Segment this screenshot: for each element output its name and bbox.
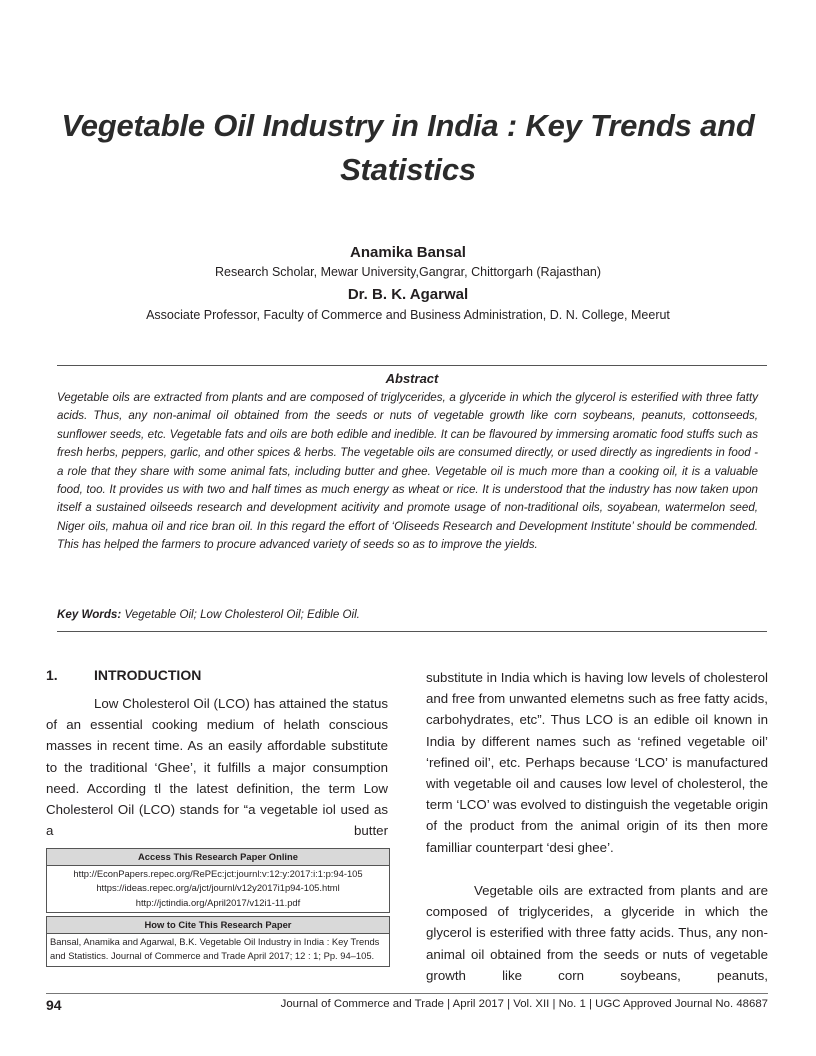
section-title: INTRODUCTION (94, 667, 202, 683)
intro-paragraph-1: Low Cholesterol Oil (LCO) has attained the status of an essential cooking medium of helath conscious masses in recent time. As an easily affordable substitute to the traditional ‘Ghee’, it fulfills a major consumption need. According tl the latest definition, the term Low Cholesterol Oil (LCO) stands for “a vegetable iol used as a butter (46, 696, 388, 839)
journal-info: Journal of Commerce and Trade | April 2017 | Vol. XII | No. 1 | UGC Approved Journal No. 48687 (280, 998, 768, 1010)
cite-box-heading: How to Cite This Research Paper (47, 917, 389, 934)
keywords (57, 606, 758, 624)
abstract-bottom-rule (57, 631, 767, 632)
access-link-jctindia-pdf[interactable]: http://jctindia.org/April2017/v12i1-11.pdf (135, 896, 301, 908)
footer-rule (46, 993, 768, 994)
author-name-1: Anamika Bansal (350, 244, 466, 261)
access-link-econpapers[interactable]: http://EconPapers.repec.org/RePEc:jct:journl:v:12:y:2017:i:1:p:94-105 (73, 868, 363, 880)
access-box-heading: Access This Research Paper Online (47, 849, 389, 866)
keywords-label: Key Words: (57, 608, 122, 621)
abstract-heading: Abstract (385, 371, 439, 386)
author-name-2: Dr. B. K. Agarwal (347, 286, 469, 303)
cite-box (46, 916, 390, 967)
intro-paragraph-col1 (46, 693, 388, 841)
access-box (46, 848, 390, 913)
paper-title: Vegetable Oil Industry in India : Key Trends and Statistics (61, 108, 755, 187)
cite-box-text: Bansal, Anamika and Agarwal, B.K. Vegetable Oil Industry in India : Key Trends and Statistics. Journal of Commerce and Trade April 2017; 12 : 1; Pp. 94–105. (50, 936, 380, 962)
access-link-ideas-repec[interactable]: https://ideas.repec.org/a/jct/journl/v12y2017i1p94-105.html (96, 882, 340, 894)
abstract-top-rule (57, 365, 767, 366)
access-box-links (47, 866, 389, 912)
intro-paragraph-3: Vegetable oils are extracted from plants and are composed of triglycerides, a glyceride in which the glycerol is esterified with three fatty acids. Thus, any non-animal oil obtained from the seeds or nuts of vegetable growth like corn soybeans, peanuts, (426, 883, 768, 983)
section-number: 1. (46, 667, 58, 683)
keywords-list: Vegetable Oil; Low Cholesterol Oil; Edible Oil. (124, 608, 360, 621)
intro-col2-lower (426, 880, 768, 986)
page-number: 94 (46, 997, 62, 1013)
intro-paragraph-2: substitute in India which is having low levels of cholesterol and free from unwanted elemetns such as free fatty acids, carbohydrates, etc”. Thus LCO is an edible oil known in India by different names such as ‘refined vegetable oil’ ‘refined oil’, etc. Perhaps because ‘LCO’ is manufactured with vegetable oil and causes low level of cholesterol, the term ‘LCO’ was evolved to distinguish the vegetable origin of the product from the animal origin of its then more familliar counterpart ‘desi ghee’. (426, 670, 768, 855)
author-affiliation-2: Associate Professor, Faculty of Commerce and Business Administration, D. N. College, Meerut (146, 308, 670, 322)
intro-col2 (426, 667, 768, 858)
author-affiliation-1: Research Scholar, Mewar University,Gangrar, Chittorgarh (Rajasthan) (214, 265, 602, 279)
abstract-body: Vegetable oils are extracted from plants and are composed of triglycerides, a glyceride in which the glycerol is esterified with three fatty acids. Thus, any non-animal oil obtained from the seeds or nuts of vegetable growth like corn soybeans, peanuts, cottonseeds, sunflower seeds, etc. Vegetable fats and oils are both edible and inedible. It can be flavoured by immersing aromatic food stuffs such as fresh herbs, peppers, garlic, and other spices & herbs. The vegetable oils are consumed directly, or used directly as ingredients in food - a role that they share with some animal fats, including butter and ghee. Vegetable oil is much more than a cooking oil, it is a valuable food, too. It provides us with two and half times as much energy as wheat or rice. It is understood that the industry has now taken upon itself a sustained oilseeds research and development acitivity and promote usage of non-traditional oils, soyabean, watermelon seed, Niger oils, mahua oil and rice bran oil. In this regard the effort of ‘Oliseeds Research and Development Institute’ should be commended. This has helped the farmers to procure advanced variety of seeds so as to improve the yields. (57, 391, 758, 552)
